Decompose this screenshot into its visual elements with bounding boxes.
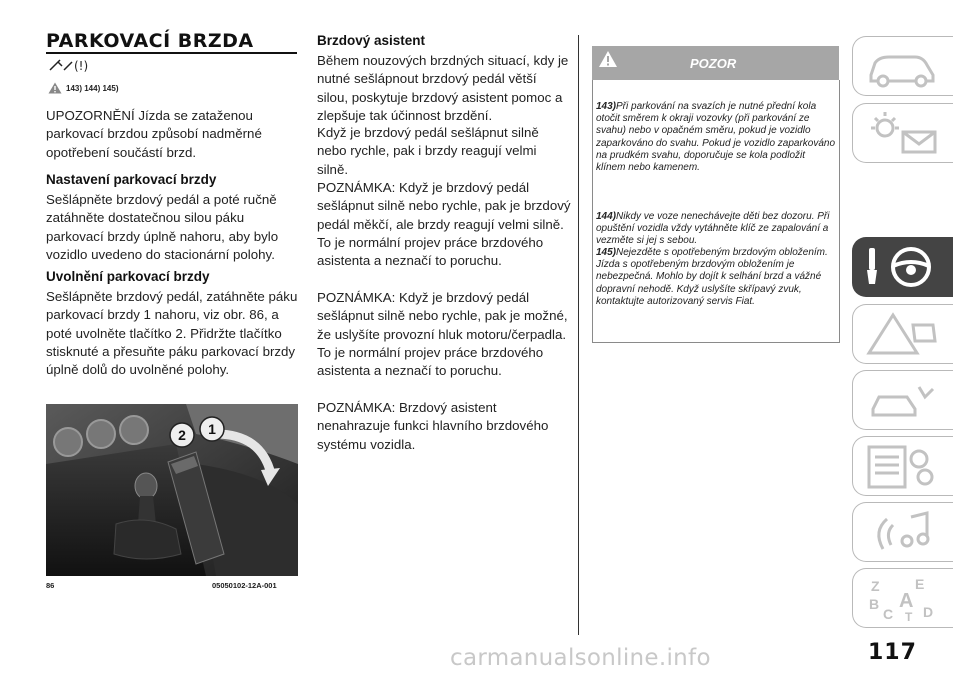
figure-number: 86 [46, 581, 55, 590]
index-letters-icon [863, 575, 941, 621]
tab-safety[interactable] [852, 304, 953, 364]
tab-index[interactable] [852, 568, 953, 628]
paragraph-note-1: POZNÁMKA: Když je brzdový pedál sešlápnut silně nebo rychle, pak je brzdový pedál měkčí, ale brzdy reagují velmi silně. To je normální projev práce brzdového asistenta a neznačí to poruchu. [317, 180, 571, 269]
tab-multimedia[interactable] [852, 502, 953, 562]
title-rule [46, 52, 297, 54]
multimedia-icon [863, 509, 941, 555]
watermark: carmanualsonline.info [450, 645, 711, 671]
safety-triangle-icon [863, 311, 941, 357]
car-icon [863, 43, 941, 89]
column-divider [578, 35, 579, 635]
heading-release-brake: Uvolnění parkovací brzdy [46, 269, 210, 284]
callout-2: 2 [178, 427, 186, 443]
tab-warning-lights[interactable] [852, 103, 953, 163]
paragraph-brake-assist-1: Během nouzových brzdných situací, kdy je nutné sešlápnout brzdový pedál větší silou, poskytuje brzdový asistent pomoc a zlepšuje tak účinnost brzdění. [317, 53, 569, 123]
warning-item-145: 145)Nejezděte s opotřebeným brzdovým obložením. Jízda s opotřebeným brzdovým obložením je nebezpečná. Mohlo by dojít k selhání brzd a vážné dopravní nehodě. Když uslyšíte skřípavý zvuk, kontaktujte autorizovaný servis Fiat. [596, 247, 828, 307]
heading-set-brake: Nastavení parkovací brzdy [46, 172, 217, 187]
svg-text:(!): (!) [74, 59, 89, 73]
section-title: PARKOVACÍ BRZDA [46, 30, 254, 52]
svg-text:C: C [883, 606, 894, 621]
svg-text:A: A [899, 590, 914, 612]
svg-text:E: E [915, 576, 925, 592]
svg-text:B: B [869, 596, 880, 612]
tab-emergency[interactable] [852, 370, 953, 430]
warning-lights-icon [863, 110, 941, 156]
tab-maintenance[interactable] [852, 436, 953, 496]
warning-item-144: 144)Nikdy ve voze nenechávejte děti bez dozoru. Při opuštění vozidla vždy vytáhněte klíč ze zapalování a vezměte si jej s sebou. [596, 211, 830, 247]
warning-item-143: 143)Při parkování na svazích je nutné přední kola otočit směrem k okraji vozovky (při parkování ze svahu) nebo v opačném směru, pokud je vozidlo zaparkováno do svahu. Pokud je vozidlo zaparkováno na prudkém svahu, doporučuje se kola podložit klínem nebo kamenem. [596, 101, 836, 174]
callout-1: 1 [208, 421, 216, 437]
steering-wheel-key-icon [863, 244, 941, 290]
tab-car-overview[interactable] [852, 36, 953, 96]
heading-brake-assist: Brzdový asistent [317, 33, 426, 48]
warning-triangle-icon [598, 50, 618, 68]
intro-paragraph: UPOZORNĚNÍ Jízda se zataženou parkovací brzdou způsobí nadměrné opotřebení součástí brzd. [46, 108, 262, 160]
paragraph-note-2: POZNÁMKA: Když je brzdový pedál sešlápnut silně nebo rychle, pak je možné, že uslyšíte provozní hluk motoru/čerpadla. To je normální projev práce brzdového asistenta a neznačí to poruchu. [317, 290, 568, 379]
svg-text:Z: Z [871, 578, 880, 594]
svg-text:D: D [923, 604, 934, 620]
svg-text:T: T [905, 610, 913, 621]
warning-title: POZOR [690, 56, 737, 71]
paragraph-set-brake: Sešlápněte brzdový pedál a poté ručně zatáhněte dostatečnou silou páku parkovací brzdy úplně nahoru, aby bylo vozidlo uvedeno do stacionární polohy. [46, 192, 279, 262]
handbrake-photo [46, 404, 298, 576]
warning-triangle-icon [48, 82, 62, 94]
paragraph-note-3: POZNÁMKA: Brzdový asistent nenahrazuje funkci hlavního brzdového systému vozidla. [317, 400, 549, 452]
page-number: 117 [868, 640, 917, 665]
paragraph-brake-assist-2: Když je brzdový pedál sešlápnut silně nebo rychle, pak i brzdy reagují velmi silně. [317, 125, 539, 177]
paragraph-release-brake: Sešlápněte brzdový pedál, zatáhněte páku parkovací brzdy 1 nahoru, viz obr. 86, a poté uvolněte tlačítko 2. Přidržte tlačítko stisknuté a přesuňte páku parkovací brzdy úplně dolů do uvolněné polohy. [46, 289, 298, 378]
warning-refs-text: 143) 144) 145) [66, 83, 119, 93]
handbrake-symbol-icon [48, 57, 96, 73]
figure-code: 05050102-12A-001 [212, 581, 277, 590]
maintenance-gears-icon [863, 443, 941, 489]
car-crash-icon [863, 377, 941, 423]
tab-driving-active[interactable] [852, 237, 953, 297]
warning-refs [48, 82, 118, 94]
